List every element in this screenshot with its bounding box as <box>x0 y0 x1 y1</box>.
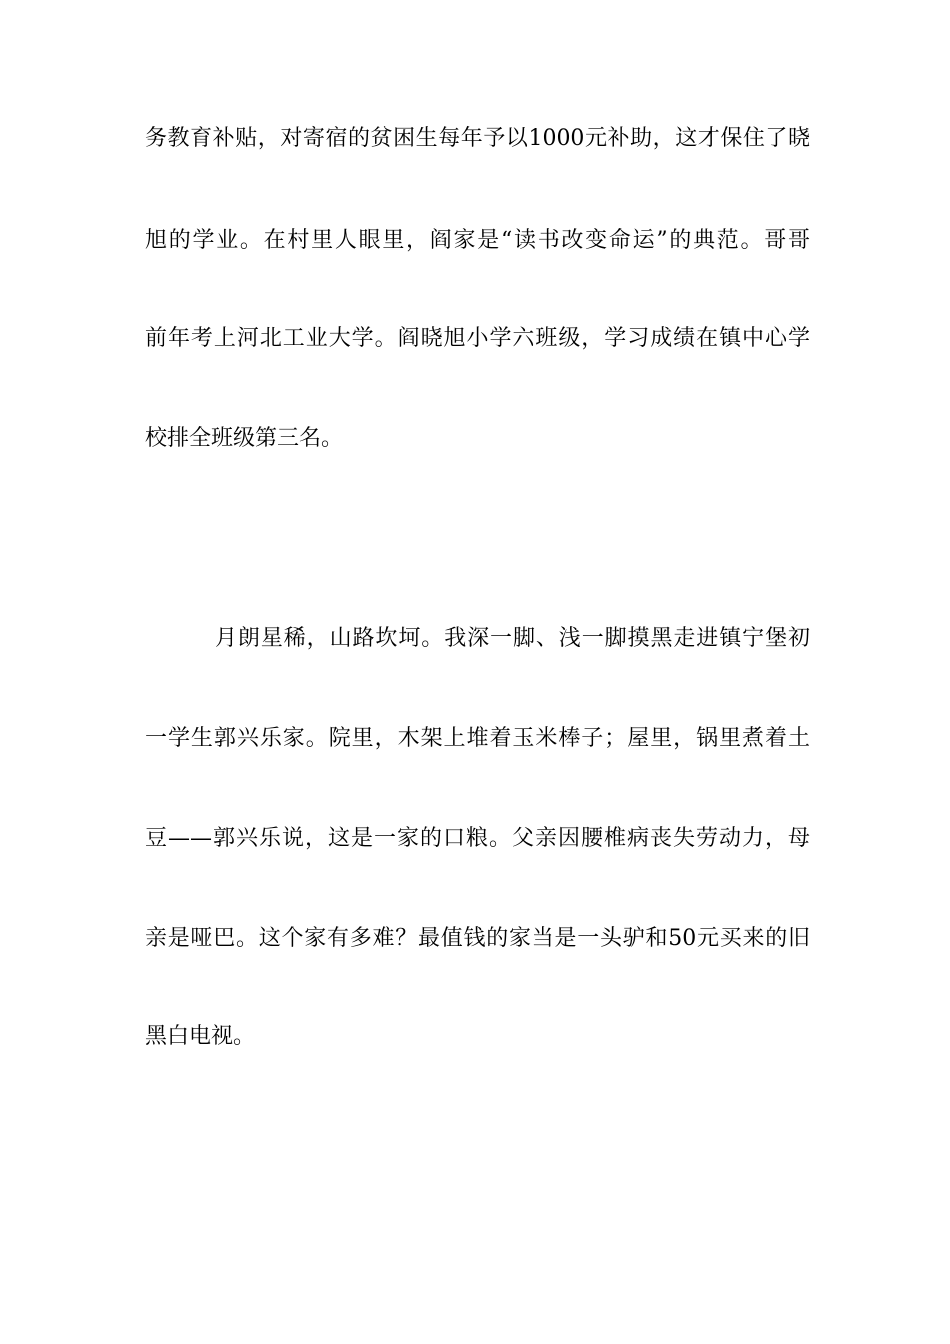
paragraph-line: 旭的学业。在村里人眼里，阎家是“读书改变命运”的典范。哥哥 <box>145 228 810 253</box>
paragraph-line: 月朗星稀，山路坎坷。我深一脚、浅一脚摸黑走进镇宁堡初 <box>215 626 810 651</box>
paragraph-line: 黑白电视。 <box>145 1024 256 1049</box>
paragraph-line: 前年考上河北工业大学。阎晓旭小学六班级，学习成绩在镇中心学 <box>145 326 810 351</box>
paragraph-line: 豆——郭兴乐说，这是一家的口粮。父亲因腰椎病丧失劳动力，母 <box>145 826 810 851</box>
paragraph-line: 一学生郭兴乐家。院里，木架上堆着玉米棒子；屋里，锅里煮着土 <box>145 726 810 751</box>
paragraph-line: 务教育补贴，对寄宿的贫困生每年予以1000元补助，这才保住了晓 <box>145 126 810 151</box>
paragraph-line: 校排全班级第三名。 <box>145 426 344 451</box>
paragraph-line: 亲是哑巴。这个家有多难？最值钱的家当是一头驴和50元买来的旧 <box>145 926 810 951</box>
